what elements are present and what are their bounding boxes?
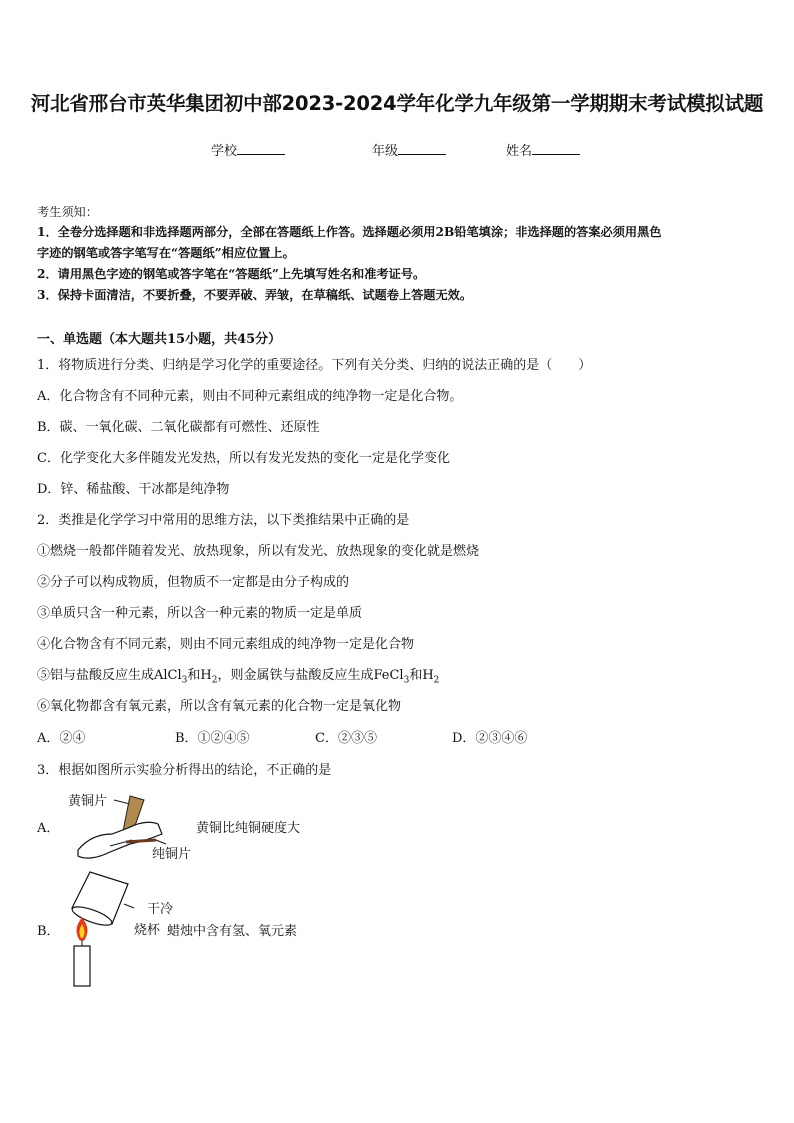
dry-cold-label: 干冷: [147, 902, 174, 917]
q2-option-b[interactable]: B．①②④⑤: [175, 731, 250, 746]
copper-plate: [126, 840, 156, 842]
school-label: 学校: [211, 144, 238, 159]
q1-stem: 1．将物质进行分类、归纳是学习化学的重要途径。下列有关分类、归纳的说法正确的是（ ）: [37, 358, 592, 373]
name-blank[interactable]: [532, 142, 580, 155]
name-field: [506, 140, 580, 159]
q1-option-c[interactable]: C．化学变化大多伴随发光发热，所以有发光发热的变化一定是化学变化: [37, 451, 450, 466]
section-heading: 一、单选题（本大题共15小题，共45分）: [37, 332, 282, 347]
school-field: [211, 140, 285, 159]
q3-option-a-letter[interactable]: A．: [37, 821, 60, 836]
q2-statement-5: ⑤铝与盐酸反应生成AlCl$_3$和$H_2$，则金属铁与盐酸反应生成FeCl$_3$和$H_2$: [37, 668, 440, 686]
copper-label: 纯铜片: [152, 847, 192, 862]
grade-field: [372, 140, 446, 159]
scratch-experiment-illustration: [70, 790, 170, 865]
grade-blank[interactable]: [398, 142, 446, 155]
beaker-label: 烧杯: [134, 923, 161, 938]
school-blank[interactable]: [237, 142, 285, 155]
name-label: 姓名: [506, 144, 533, 159]
q1-option-a[interactable]: A．化合物含有不同种元素，则由不同种元素组成的纯净物一定是化合物。: [37, 389, 463, 404]
notice-item-2: 2．请用黑色字迹的钢笔或答字笔在“答题纸”上先填写姓名和准考证号。: [37, 267, 426, 281]
q3-option-b-letter[interactable]: B．: [37, 924, 60, 939]
q2-stem: 2．类推是化学学习中常用的思维方法，以下类推结果中正确的是: [37, 513, 410, 528]
q1-option-b[interactable]: B．碳、一氧化碳、二氧化碳都有可燃性、还原性: [37, 420, 320, 435]
candle-icon: [74, 946, 90, 986]
q2-statement-6: ⑥氧化物都含有氧元素，所以含有氧元素的化合物一定是氧化物: [37, 699, 402, 714]
notice-item-1a: 1．全卷分选择题和非选择题两部分，全部在答题纸上作答。选择题必须用2B铅笔填涂；非选择题的答案必须用黑色: [37, 225, 662, 239]
q2-option-c[interactable]: C．②③⑤: [315, 731, 377, 746]
q2-statement-4: ④化合物含有不同元素，则由不同元素组成的纯净物一定是化合物: [37, 637, 415, 652]
candle-beaker-illustration: [62, 868, 142, 990]
grade-label: 年级: [372, 144, 399, 159]
q2-option-d[interactable]: D．②③④⑥: [452, 731, 528, 746]
q3-option-a-conclusion: 黄铜比纯铜硬度大: [196, 821, 301, 836]
q2-statement-2: ②分子可以构成物质，但物质不一定都是由分子构成的: [37, 575, 350, 590]
q2-statement-3: ③单质只含一种元素，所以含一种元素的物质一定是单质: [37, 606, 363, 621]
notice-item-1b: 字迹的钢笔或答字笔写在“答题纸”相应位置上。: [37, 246, 295, 260]
q3-option-b-conclusion: 蜡烛中含有氢、氧元素: [167, 924, 298, 939]
q3-stem: 3．根据如图所示实验分析得出的结论，不正确的是: [37, 763, 332, 778]
notice-heading: 考生须知：: [37, 205, 98, 219]
exam-title: 河北省邢台市英华集团初中部2023-2024学年化学九年级第一学期期末考试模拟试题: [30, 92, 764, 115]
notice-item-3: 3．保持卡面清洁，不要折叠，不要弄破、弄皱，在草稿纸、试题卷上答题无效。: [37, 288, 473, 302]
q2-statement-1: ①燃烧一般都伴随着发光、放热现象，所以有发光、放热现象的变化就是燃烧: [37, 544, 480, 559]
brass-label: 黄铜片: [68, 794, 108, 809]
q2-option-a[interactable]: A．②④: [37, 731, 86, 746]
q1-option-d[interactable]: D．锌、稀盐酸、干冰都是纯净物: [37, 482, 230, 497]
